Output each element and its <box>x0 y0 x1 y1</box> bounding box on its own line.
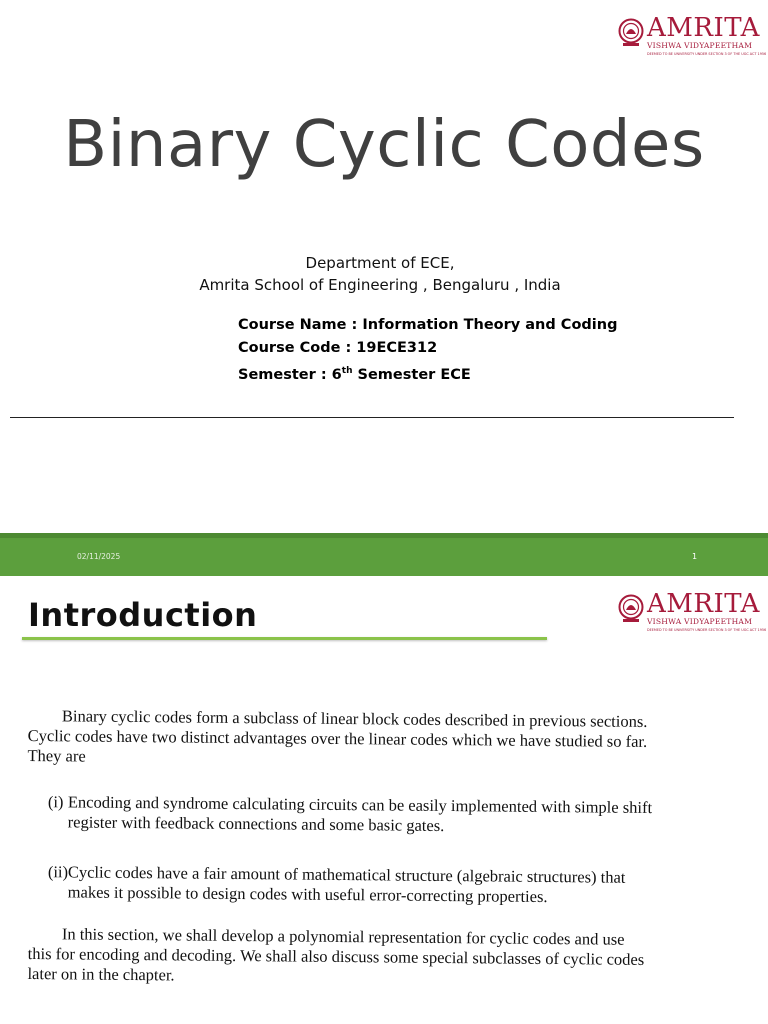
semester-suffix: Semester ECE <box>352 366 471 383</box>
text-line: makes it possible to design codes with useful error-correcting properties. <box>67 882 548 906</box>
scanned-text <box>28 706 728 984</box>
department-line: Department of ECE, <box>305 254 455 272</box>
text-line: Cyclic codes have a fair amount of mathematical structure (algebraic structures) that <box>67 862 626 887</box>
logo-subtitle: VISHWA VIDYAPEETHAM <box>647 41 753 50</box>
slide-title: Binary Cyclic Codes <box>63 108 705 182</box>
text-line: Cyclic codes have two distinct advantages over the linear codes which we have studied so far. <box>27 725 648 751</box>
department-block <box>0 252 760 296</box>
text-line: later on in the chapter. <box>27 963 175 985</box>
footer-bar-accent <box>0 533 768 538</box>
text-line: In this section, we shall develop a polynomial representation for cyclic codes and use <box>61 924 625 949</box>
semester-sup: th <box>341 366 353 376</box>
logo-tagline: DEEMED TO BE UNIVERSITY UNDER SECTION 3 OF THE UGC ACT 1956 <box>647 628 767 632</box>
text-line: this for encoding and decoding. We shall also discuss some special subclasses of cyclic codes <box>27 943 645 969</box>
amrita-seal-icon <box>618 594 644 624</box>
course-info <box>238 314 617 387</box>
footer-date: 02/11/2025 <box>77 552 121 561</box>
amrita-logo <box>618 13 767 56</box>
course-code: Course Code : 19ECE312 <box>238 340 438 356</box>
semester-prefix: Semester : 6 <box>238 366 342 383</box>
school-line: Amrita School of Engineering , Bengaluru , India <box>199 276 561 294</box>
introduction-slide <box>0 576 768 1024</box>
text-line: Binary cyclic codes form a subclass of linear block codes described in previous sections. <box>61 706 648 731</box>
logo-name: AMRITA <box>647 13 760 43</box>
logo-subtitle: VISHWA VIDYAPEETHAM <box>647 617 753 626</box>
text-line: They are <box>27 745 86 766</box>
list-number: (i) <box>47 792 64 812</box>
course-name: Course Name : Information Theory and Coding <box>238 317 618 333</box>
list-item <box>28 862 728 909</box>
list-item <box>28 792 728 839</box>
intro-title: Introduction <box>28 596 258 634</box>
text-line: Encoding and syndrome calculating circuits can be easily implemented with simple shift <box>67 792 653 817</box>
title-underline <box>22 637 547 640</box>
logo-name: AMRITA <box>647 589 760 619</box>
text-line: register with feedback connections and some basic gates. <box>67 812 445 835</box>
list-number: (ii) <box>47 862 69 882</box>
divider-line <box>10 417 734 418</box>
closing-paragraph <box>27 924 728 991</box>
amrita-seal-icon <box>618 18 644 48</box>
footer-page-number: 1 <box>692 552 698 561</box>
intro-paragraph <box>27 706 728 773</box>
logo-tagline: DEEMED TO BE UNIVERSITY UNDER SECTION 3 OF THE UGC ACT 1956 <box>647 52 767 56</box>
semester <box>238 360 617 387</box>
amrita-logo <box>618 589 767 632</box>
